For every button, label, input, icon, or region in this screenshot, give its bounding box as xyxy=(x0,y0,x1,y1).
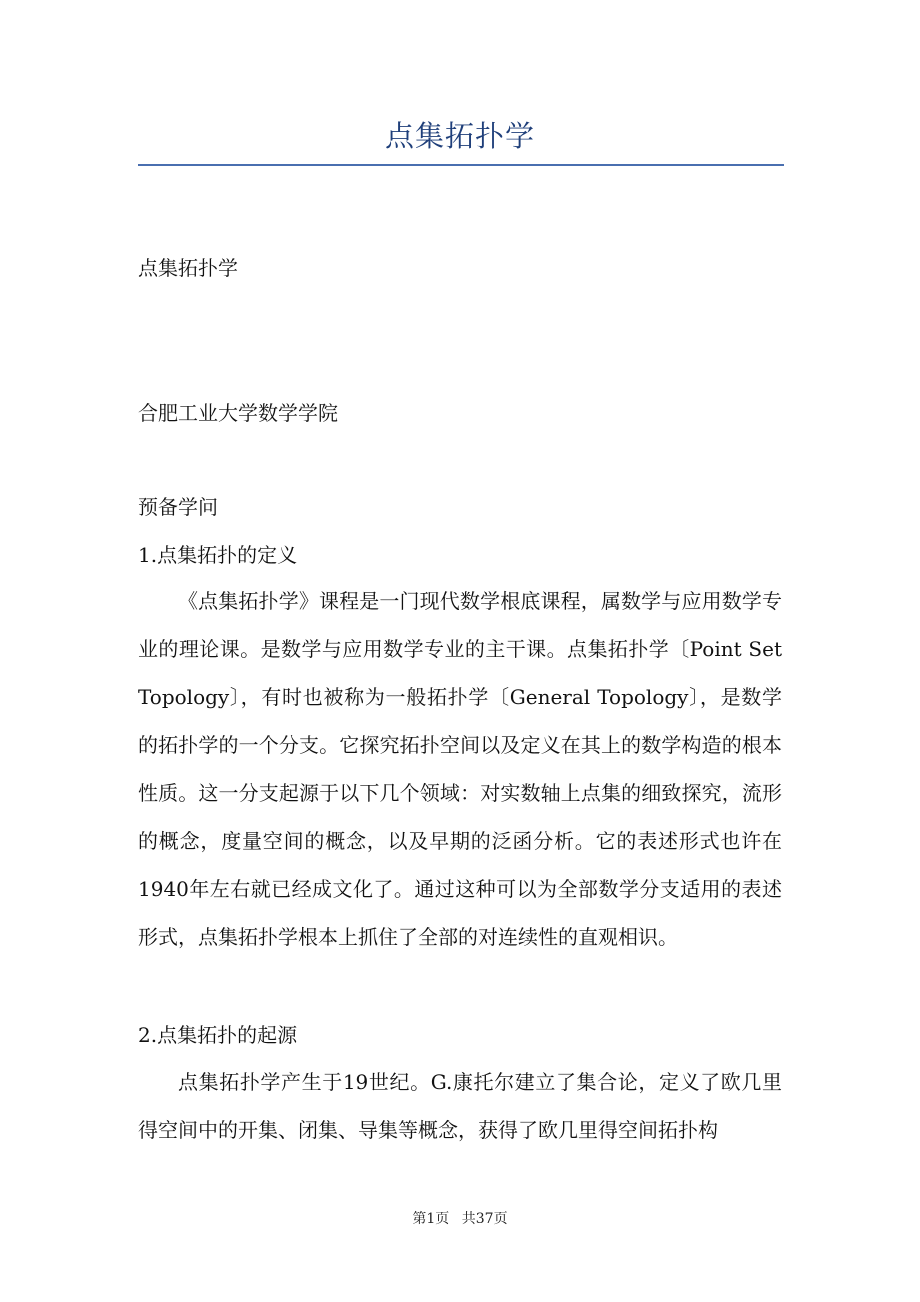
section-2-paragraph: 点集拓扑学产生于19世纪。G.康托尔建立了集合论，定义了欧几里得空间中的开集、闭集、导集等概念，获得了欧几里得空间拓扑构 xyxy=(138,1070,782,1142)
section-1-paragraph: 《点集拓扑学》课程是一门现代数学根底课程，属数学与应用数学专业的理论课。是数学与应用数学专业的主干课。点集拓扑学〔Point Set Topology〕，有时也被称为一般拓扑学〔General Topology〕，是数学的拓扑学的一个分支。它探究拓扑空间以及定义在其上的数学构造的根本性质。这一分支起源于以下几个领域：对实数轴上点集的细致探究，流形的概念，度量空间的概念，以及早期的泛函分析。它的表述形式也许在1940年左右就已经成文化了。通过这种可以为全部数学分支适用的表述形式，点集拓扑学根本上抓住了全部的对连续性的直观相识。 xyxy=(138,589,782,949)
page-footer xyxy=(0,1208,920,1228)
section-1-heading: 1.点集拓扑的定义 xyxy=(138,543,298,567)
title-divider xyxy=(138,164,784,166)
document-title: 点集拓扑学 xyxy=(384,119,535,153)
section-2-heading: 2.点集拓扑的起源 xyxy=(138,1023,298,1047)
page-number: 第1页 xyxy=(412,1211,450,1227)
section-heading-preliminaries: 预备学问 xyxy=(138,495,218,519)
institution-name: 合肥工业大学数学学院 xyxy=(138,401,338,425)
page-total: 共37页 xyxy=(461,1211,508,1227)
document-subtitle: 点集拓扑学 xyxy=(138,256,238,280)
